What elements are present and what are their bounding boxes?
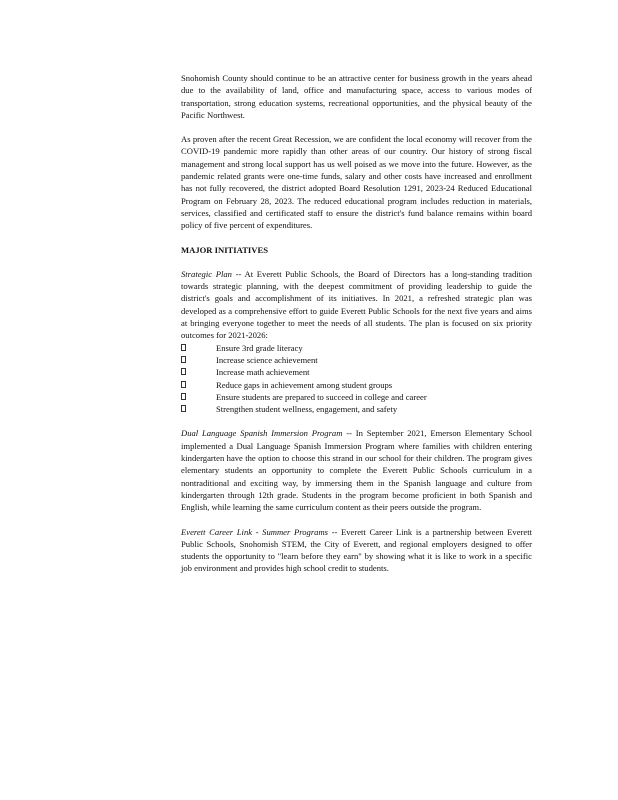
list-item (181, 354, 532, 366)
bullet-box-icon (181, 356, 186, 363)
bullet-box-icon (181, 405, 186, 412)
outcome-text: Increase math achievement (216, 367, 310, 378)
career-link-lead: Everett Career Link - Summer Programs (181, 526, 329, 537)
document-page (181, 72, 532, 587)
list-item (181, 391, 532, 403)
outcome-text: Ensure 3rd grade literacy (216, 342, 303, 353)
priority-outcomes-list (181, 342, 532, 416)
dual-language-lead: Dual Language Spanish Immersion Program (181, 428, 343, 439)
bullet-box-icon (181, 393, 186, 400)
strategic-plan-text: -- At Everett Public Schools, the Board of Directors has a long-standing tradition towards strategic planning, with the deepest commitment of providing leadership to guide the district's goals and accomplishment of its initiatives. In 2021, a refreshed strategic plan was developed as a comprehensive effort to guide Everett Public Schools for the next five years and aims at bringing everyone together to meet the needs of all students. The plan is focused on six priority outcomes for 2021-2026: (181, 268, 532, 341)
list-item (181, 366, 532, 378)
bullet-box-icon (181, 368, 186, 375)
outcome-text: Increase science achievement (216, 354, 318, 365)
outcome-text: Ensure students are prepared to succeed in college and career (216, 391, 427, 402)
list-item (181, 342, 532, 354)
outcome-text: Reduce gaps in achievement among student groups (216, 379, 393, 390)
strategic-plan-paragraph (181, 268, 532, 342)
bullet-box-icon (181, 381, 186, 388)
strategic-plan-lead: Strategic Plan (181, 268, 232, 279)
recession-paragraph: As proven after the recent Great Recession, we are confident the local economy will recover from the COVID-19 pandemic more rapidly than other areas of our country. Our history of strong fiscal management and strong local support has us well poised as we move into the future. However, as the pandemic related grants were one-time funds, salary and other costs have increased and enrollment has not fully recovered, the district adopted Board Resolution 1291, 2023-24 Reduced Educational Program on February 28, 2023. The reduced educational program includes reduction in materials, services, classified and certificated staff to ensure the district's fund balance remains within board policy of five percent of expenditures. (181, 134, 532, 231)
list-item (181, 379, 532, 391)
bullet-box-icon (181, 344, 186, 351)
intro-paragraph: Snohomish County should continue to be an attractive center for business growth in the years ahead due to the availability of land, office and manufacturing space, access to various modes of transportation, strong education systems, recreational opportunities, and the physical beauty of the Pacific Northwest. (181, 73, 532, 120)
list-item (181, 403, 532, 415)
career-link-text: -- Everett Career Link is a partnership between Everett Public Schools, Snohomish STEM, the City of Everett, and regional employers designed to offer students the opportunity to "learn before they earn" by showing what it is like to work in a specific job environment and provides high school credit to students. (181, 526, 532, 574)
career-link-paragraph (181, 526, 532, 575)
section-heading: MAJOR INITIATIVES (181, 244, 268, 255)
outcome-text: Strengthen student wellness, engagement, and safety (216, 404, 398, 415)
dual-language-text: -- In September 2021, Emerson Elementary School implemented a Dual Language Spanish Immersion Program where families with children entering kindergarten have the option to choose this strand in our school for their children. The program gives elementary students an opportunity to complete the Everett Public Schools curriculum in a nontraditional and exciting way, by immersing them in the Spanish language and culture from kindergarten through 12th grade. Students in the program become proficient in both Spanish and English, while learning the same curriculum content as their peers outside the program. (181, 428, 532, 513)
dual-language-paragraph (181, 427, 532, 513)
